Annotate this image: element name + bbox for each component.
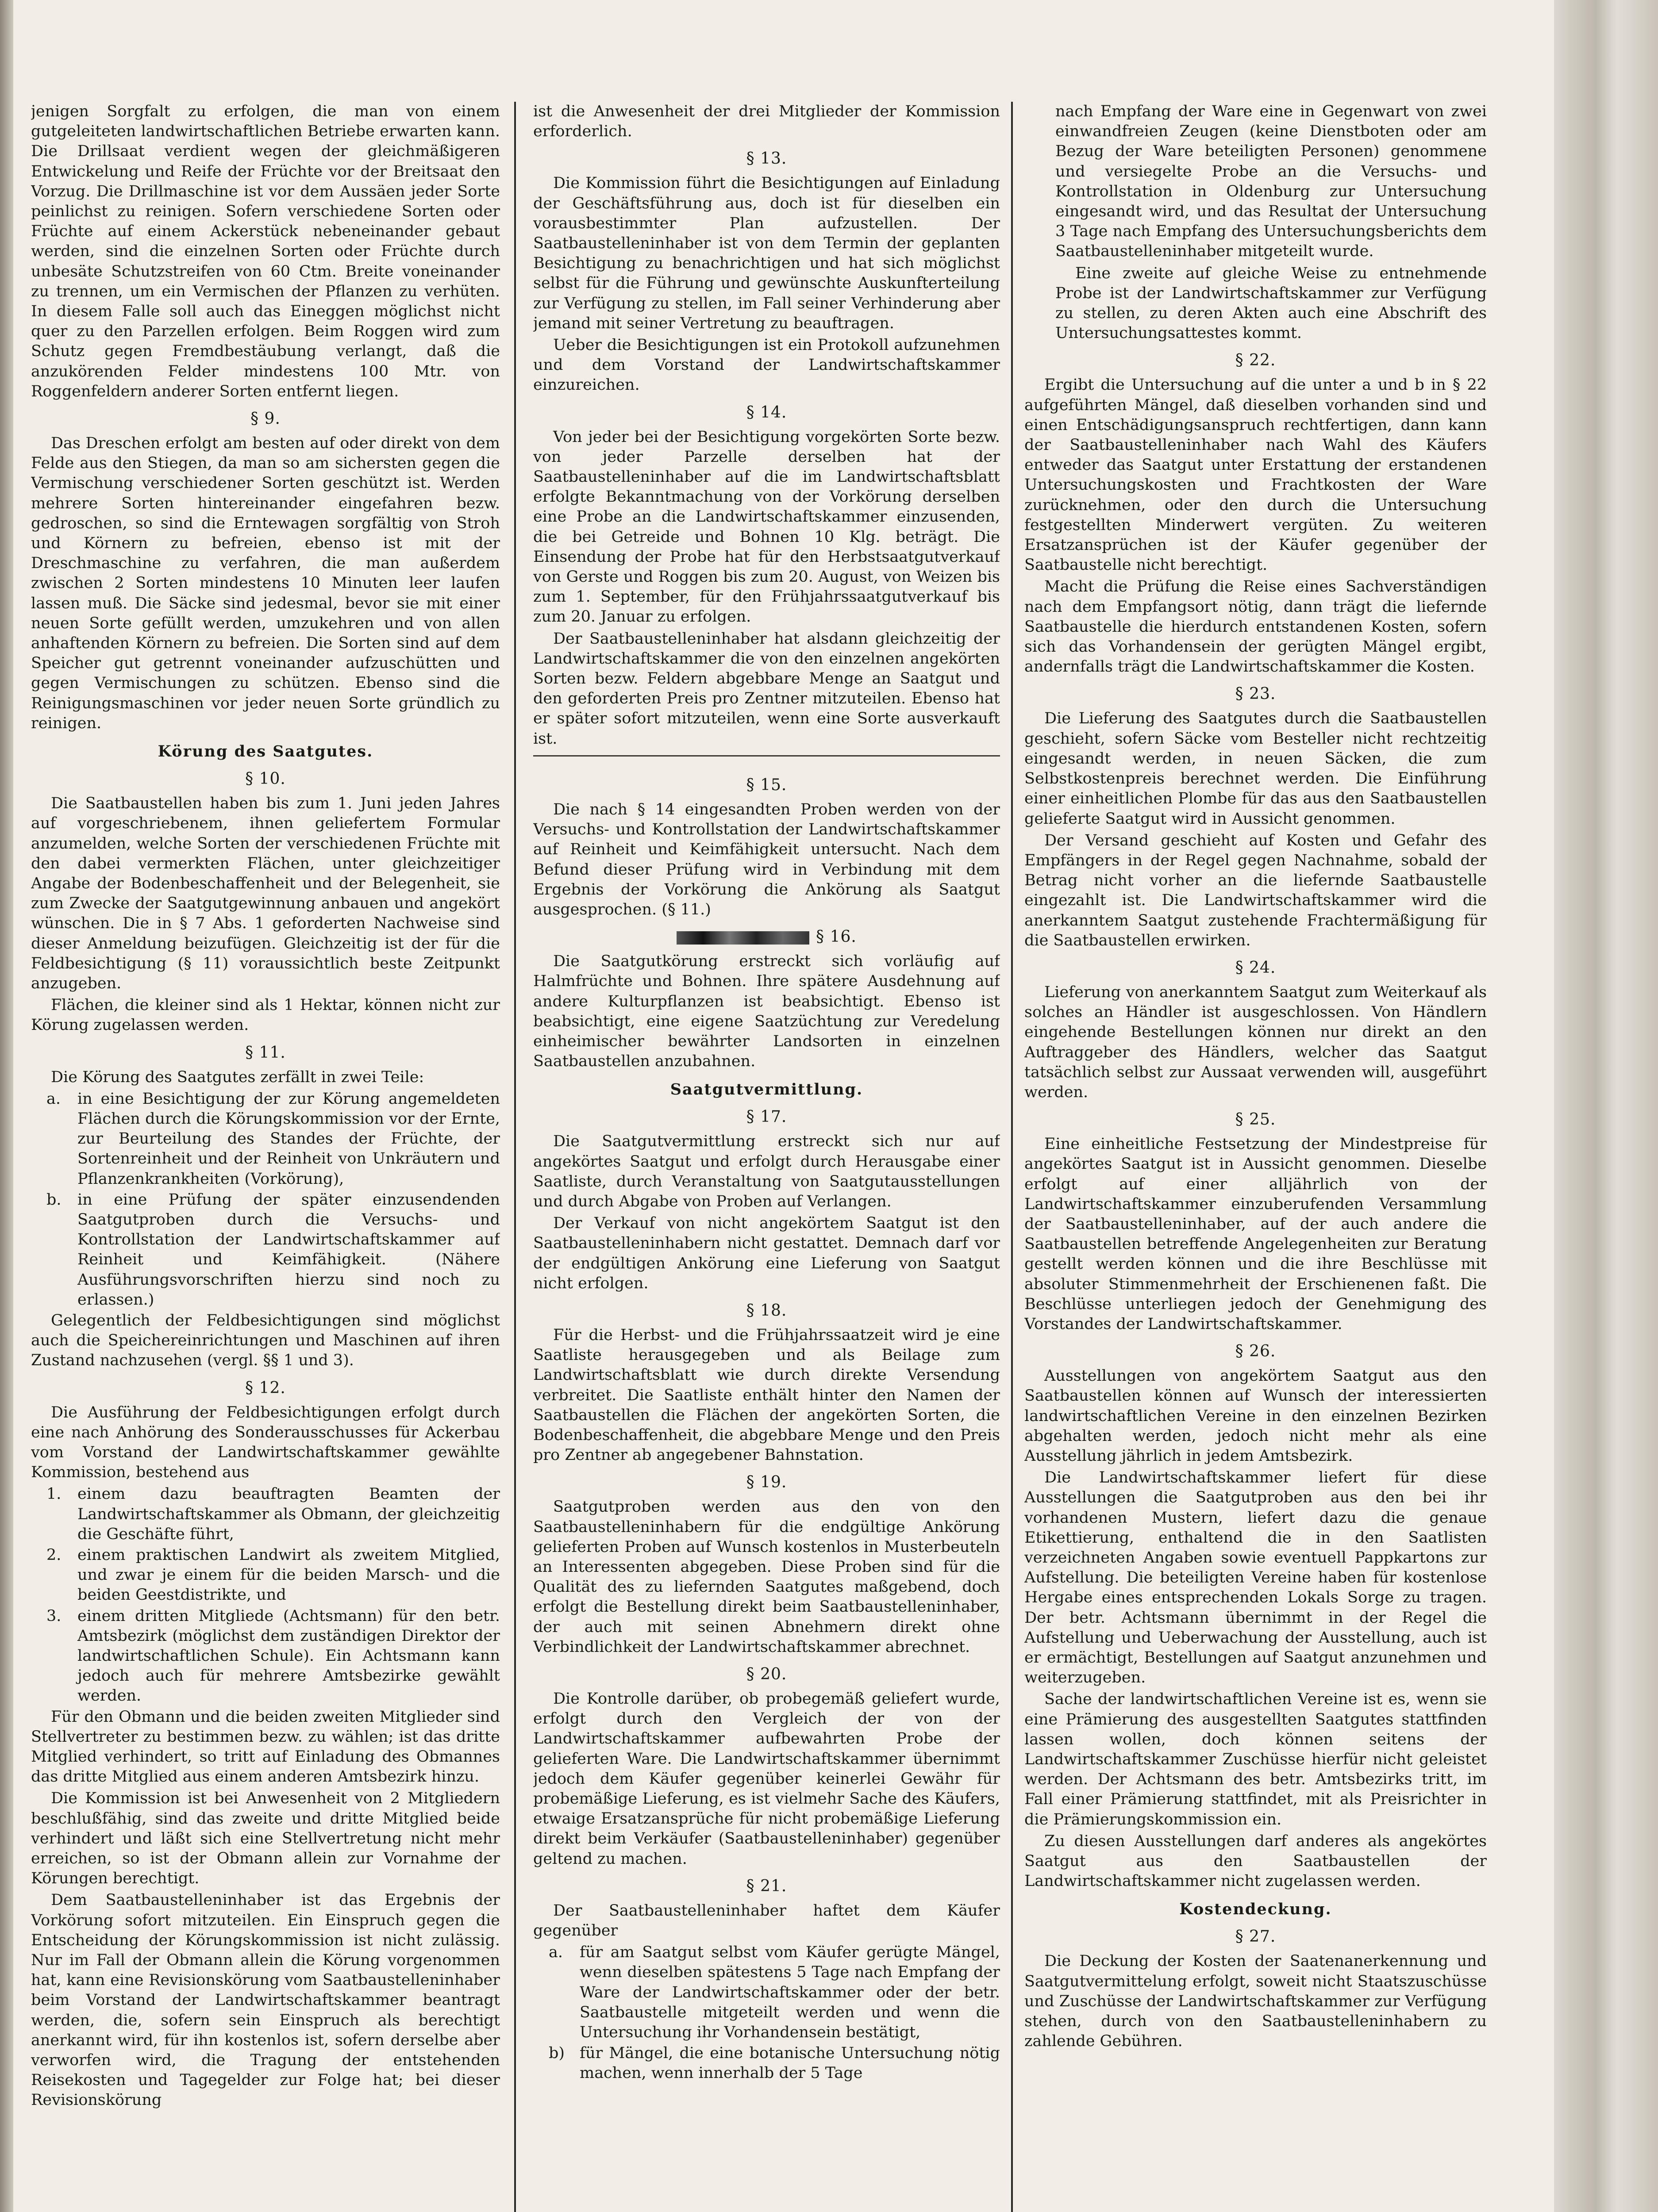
section-number: § 25. <box>1235 1110 1276 1129</box>
paragraph: Die Deckung der Kosten der Saatenanerkennung und Saatgutvermittelung erfolgt, soweit nicht Staatszuschüsse und Zuschüsse der Landwirtschaftskammer zur Verfügung stehen, durch von den Saatbaustelleninhabern zu zahlende Gebühren. <box>1024 1952 1487 2051</box>
paragraph: Die Körung des Saatgutes zerfällt in zwei Teile: <box>51 1068 424 1086</box>
list-item <box>31 1606 500 1706</box>
paragraph: Zu diesen Ausstellungen darf anderes als angekörtes Saatgut aus den Saatbaustellen der Landwirtschaftskammer nicht zugelassen werden. <box>1024 1832 1487 1890</box>
section-number: § 10. <box>245 770 286 788</box>
list-text: in eine Besichtigung der zur Körung angemeldeten Flächen durch die Körungskommission vor der Ernte, zur Beurteilung des Standes der Früchte, der Sortenreinheit und der Reinheit von Unkräutern und Pflanzenkrankheiten (Vorkörung), <box>77 1090 500 1188</box>
paragraph: Der Verkauf von nicht angekörtem Saatgut ist den Saatbaustelleninhabern nicht gestattet. Demnach darf vor der endgültigen Ankörung eine Lieferung von Saatgut nicht erfolgen. <box>533 1214 1000 1292</box>
paragraph: Sache der landwirtschaftlichen Vereine ist es, wenn sie eine Prämierung des ausgestellten Saatgutes stattfinden lassen wollen, doch können seitens der Landwirtschaftskammer Zuschüsse hierfür nicht geleistet werden. Der Achtsmann des betr. Amtsbezirks tritt, im Fall einer Prämierung stattfindet, mit als Preisrichter in die Prämierungskommission ein. <box>1024 1690 1487 1828</box>
list-item <box>533 2043 1000 2083</box>
list-label: a. <box>46 1090 61 1108</box>
list-label: b) <box>549 2044 565 2062</box>
paragraph: Der Saatbaustelleninhaber hat alsdann gleichzeitig der Landwirtschaftskammer die von den einzelnen angekörten Sorten bezw. Feldern abgebbare Menge an Saatgut und den geforderten Preis pro Zentner mitzuteilen. Ebenso hat er später sofort mitzuteilen, wenn eine Sorte ausverkauft ist. <box>533 630 1000 748</box>
section-number: § 20. <box>746 1665 787 1683</box>
list-text: für Mängel, die eine botanische Untersuchung nötig machen, wenn innerhalb der 5 Tage <box>580 2044 1000 2082</box>
print-damage-bar <box>677 931 809 945</box>
section-number-damaged <box>533 927 1000 947</box>
paragraph: Lieferung von anerkanntem Saatgut zum Weiterkauf als solches an Händler ist ausgeschlossen. Von Händlern eingehende Bestellungen können nur direkt an den Auftraggeber des Händlers, welcher das Saatgut tatsächlich selbst zur Aussaat verwenden will, ausgeführt werden. <box>1024 983 1487 1101</box>
binding-edge-right <box>1554 0 1658 2212</box>
paragraph: Eine einheitliche Festsetzung der Mindestpreise für angekörtes Saatgut ist in Aussicht genommen. Dieselbe erfolgt auf einer alljährlich von der Landwirtschaftskammer einzuberufenden Versammlung der Saatbaustelleninhaber, auf der auch andere die Saatbaustellen betreffende Angelegenheiten zur Beratung gestellt werden können und die ihre Beschlüsse mit absoluter Stimmenmehrheit der Erschienenen faßt. Die Beschlüsse unterliegen jedoch der Genehmigung des Vorstandes der Landwirtschaftskammer. <box>1024 1135 1487 1333</box>
text-column-3 <box>1024 102 1487 2212</box>
binding-shadow-left <box>0 0 13 2212</box>
paragraph: Der Versand geschieht auf Kosten und Gefahr des Empfängers in der Regel gegen Nachnahme, sobald der Betrag nicht vorher an die liefernde Saatbaustelle eingezahlt ist. Die Landwirtschaftskammer wird die anerkanntem Saatgut zustehende Frachtermäßigung für die Saatbaustellen erwirken. <box>1024 831 1487 949</box>
paragraph: Die nach § 14 eingesandten Proben werden von der Versuchs- und Kontrollstation der Landwirtschaftskammer auf Reinheit und Keimfähigkeit untersucht. Nach dem Befund dieser Prüfung wird in Verbindung mit dem Ergebnis der Vorkörung die Ankörung als Saatgut ausgesprochen. (§ 11.) <box>533 800 1000 918</box>
paragraph: Macht die Prüfung die Reise eines Sachverständigen nach dem Empfangsort nötig, dann trägt die liefernde Saatbaustelle die hierdurch entstandenen Kosten, sofern sich das Vorhandensein der gerügten Mängel ergibt, andernfalls trägt die Landwirtschaftskammer die Kosten. <box>1024 578 1487 676</box>
section-number: § 21. <box>746 1877 787 1895</box>
section-heading: Saatgutvermittlung. <box>670 1080 863 1099</box>
paragraph: Die Kommission führt die Besichtigungen auf Einladung der Geschäftsführung aus, doch ist für dieselben ein vorausbestimmter Plan aufzustellen. Der Saatbaustelleninhaber ist von dem Termin der geplanten Besichtigung zu benachrichtigen und hat sich möglichst selbst für die Führung und gewünschte Auskunfterteilung zur Verfügung zu stellen, im Fall seiner Verhinderung aber jemand mit seiner Vertretung zu beauftragen. <box>533 174 1000 332</box>
paragraph: ist die Anwesenheit der drei Mitglieder der Kommission erforderlich. <box>533 103 1000 141</box>
section-heading: Kostendeckung. <box>1179 1900 1332 1919</box>
list-label: 2. <box>46 1546 62 1564</box>
paragraph: Dem Saatbaustelleninhaber ist das Ergebnis der Vorkörung sofort mitzuteilen. Ein Einspruch gegen die Entscheidung der Körungskommission ist nicht zulässig. Nur im Fall der Obmann allein die Körung vorgenommen hat, kann eine Revisionskörung vom Saatbaustelleninhaber beim Vorstand der Landwirtschaftskammer beantragt werden, die, sofern sein Einspruch als berechtigt anerkannt wird, für ihn kostenlos ist, sofern derselbe aber verworfen wird, die Tragung der entstehenden Reisekosten und Tagegelder zur Folge hat; bei dieser Revisionskörung <box>31 1891 500 2109</box>
paragraph: jenigen Sorgfalt zu erfolgen, die man von einem gutgeleiteten landwirtschaftlichen Betriebe erwarten kann. Die Drillsaat verdient wegen der gleichmäßigeren Entwickelung und Reife der Früchte vor der Breitsaat den Vorzug. Die Drillmaschine ist vor dem Aussäen jeder Sorte peinlichst zu reinigen. Sofern verschiedene Sorten oder Früchte auf einem Ackerstück nebeneinander gebaut werden, sind die einzelnen Sorten oder Früchte durch unbesäte Schutzstreifen von 60 Ctm. Breite voneinander zu trennen, um ein Vermischen der Pflanzen zu verhüten. In diesem Falle soll auch das Eineggen möglichst nicht quer zu den Parzellen erfolgen. Beim Roggen wird zum Schutz gegen Fremdbestäubung verlangt, daß die anzukörenden Felder mindestens 100 Mtr. von Roggenfeldern anderer Sorten entfernt liegen. <box>31 103 500 400</box>
paragraph: Ausstellungen von angekörtem Saatgut aus den Saatbaustellen können auf Wunsch der interessierten landwirtschaftlichen Vereine in den einzelnen Bezirken abgehalten werden, jedoch nicht mehr als eine Ausstellung jährlich in jedem Amtsbezirk. <box>1024 1367 1487 1465</box>
list-text: einem dritten Mitgliede (Achtsmann) für den betr. Amtsbezirk (möglichst dem zuständigen Direktor der landwirtschaftlichen Schule). Ein Achtsmann kann jedoch auch für mehrere Amtsbezirke gewählt werden. <box>77 1607 500 1705</box>
list-label: a. <box>549 1943 563 1962</box>
section-number: § 27. <box>1235 1928 1276 1946</box>
paragraph: Gelegentlich der Feldbesichtigungen sind möglichst auch die Speichereinrichtungen und Maschinen auf ihren Zustand nachzusehen (vergl. §§ 1 und 3). <box>31 1311 500 1370</box>
list-item <box>31 1190 500 1310</box>
paragraph: nach Empfang der Ware eine in Gegenwart von zwei einwandfreien Zeugen (keine Dienstboten oder am Bezug der Ware beteiligten Personen) genommene und versiegelte Probe an die Versuchs- und Kontrollstation in Oldenburg zur Untersuchung eingesandt wird, und das Resultat der Untersuchung 3 Tage nach Empfang des Untersuchungsberichts dem Saatbaustelleninhaber mitgeteilt wurde. <box>1055 103 1487 261</box>
list-text: einem dazu beauftragten Beamten der Landwirtschaftskammer als Obmann, der gleichzeitig die Geschäfte führt, <box>77 1485 500 1543</box>
list-item <box>31 1484 500 1544</box>
paragraph: Der Saatbaustelleninhaber haftet dem Käufer gegenüber <box>533 1901 1000 1940</box>
paragraph: Das Dreschen erfolgt am besten auf oder direkt von dem Felde aus den Stiegen, da man so am sichersten gegen die Vermischung verschiedener Sorten geschützt ist. Werden mehrere Sorten hintereinander eingefahren bezw. gedroschen, so sind die Erntewagen sorgfältig von Stroh und Körnern zu befreien, ebenso ist mit der Dreschmaschine zu verfahren, die man außerdem zwischen 2 Sorten mindestens 10 Minuten leer laufen lassen muß. Die Säcke sind jedesmal, bevor sie mit einer neuen Sorte gefüllt werden, umzukehren und von allen anhaftenden Körnern zu befreien. Die Sorten sind auf dem Speicher gut getrennt voneinander aufzuschütten und gegen Vermischungen zu schützen. Ebenso sind die Reinigungsmaschinen vor jeder neuen Sorte gründlich zu reinigen. <box>31 434 500 732</box>
list-label: 1. <box>46 1485 62 1503</box>
paragraph: Die Landwirtschaftskammer liefert für diese Ausstellungen die Saatgutproben aus den bei ihr vorhandenen Mustern, liefert dazu die genaue Etikettierung, enthaltend die in den Saatlisten verzeichneten Angaben sowie eventuell Pappkartons zur Aufstellung. Die beteiligten Vereine haben für kostenlose Hergabe eines entsprechenden Lokals Sorge zu tragen. Der betr. Achtsmann übernimmt in der Regel die Aufstellung und Ueberwachung der Ausstellung, auch ist er ermächtigt, Bestellungen auf Saatgut anzunehmen und weiterzugeben. <box>1024 1469 1487 1687</box>
list-item <box>31 1545 500 1605</box>
paragraph: Die Saatbaustellen haben bis zum 1. Juni jeden Jahres auf vorgeschriebenem, ihnen geliefertem Formular anzumelden, welche Sorten der verschiedenen Früchte mit den dabei vermerkten Flächen, unter gleichzeitiger Angabe der Bodenbeschaffenheit und der Belegenheit, sie zum Zwecke der Saatgutgewinnung anbauen und angekört wünschen. Die in § 7 Abs. 1 geforderten Nachweise sind dieser Anmeldung beizufügen. Gleichzeitig ist der für die Feldbesichtigung (§ 11) voraussichtlich beste Zeitpunkt anzugeben. <box>31 795 500 992</box>
section-number-text: § 16. <box>816 928 857 946</box>
column-rule-2 <box>1011 102 1013 2212</box>
text-column-1 <box>31 102 500 2212</box>
section-number: § 22. <box>1235 351 1276 370</box>
paragraph: Die Kontrolle darüber, ob probegemäß geliefert wurde, erfolgt durch den Vergleich der von der Landwirtschaftskammer aufbewahrten Probe der gelieferten Ware. Die Landwirtschaftskammer übernimmt jedoch dem Käufer gegenüber keinerlei Gewähr für probemäßige Lieferung, es ist vielmehr Sache des Käufers, etwaige Ersatzansprüche für nicht probemäßige Lieferung direkt beim Verkäufer (Saatbaustelleninhaber) gegenüber geltend zu machen. <box>533 1690 1000 1868</box>
section-number: § 19. <box>746 1473 787 1492</box>
section-number: § 15. <box>746 776 787 794</box>
paragraph: Ueber die Besichtigungen ist ein Protokoll aufzunehmen und dem Vorstand der Landwirtschaftskammer einzureichen. <box>533 336 1000 394</box>
list-text: für am Saatgut selbst vom Käufer gerügte Mängel, wenn dieselben spätestens 5 Tage nach Empfang der Ware der Landwirtschaftskammer oder der betr. Saatbaustelle mitgeteilt werden und wenn die Untersuchung ihr Vorhandensein bestätigt, <box>580 1943 1000 2042</box>
list-label: 3. <box>46 1607 62 1625</box>
section-number: § 24. <box>1235 958 1276 977</box>
paragraph: Die Saatgutvermittlung erstreckt sich nur auf angekörtes Saatgut und erfolgt durch Herausgabe einer Saatliste, durch Veranstaltung von Saatgutausstellungen und durch Abgabe von Proben auf Verlangen. <box>533 1133 1000 1210</box>
section-number: § 12. <box>245 1379 286 1397</box>
list-item <box>31 1089 500 1189</box>
paragraph: Die Kommission ist bei Anwesenheit von 2 Mitgliedern beschlußfähig, sind das zweite und dritte Mitglied beide verhindert und läßt sich eine Stellvertretung nicht mehr erreichen, so ist der Obmann allein zur Vornahme der Körungen berechtigt. <box>31 1790 500 1888</box>
paragraph: Saatgutproben werden aus den von den Saatbaustelleninhabern für die endgültige Ankörung gelieferten Proben auf Wunsch kostenlos in Musterbeuteln an Interessenten abgegeben. Diese Proben sind für die Qualität des zu liefernden Saatgutes maßgebend, doch erfolgt die Bestellung direkt beim Saatbaustelleninhaber, der auch mit seinen Abnehmern direkt ohne Verbindlichkeit der Landwirtschaftskammer abrechnet. <box>533 1498 1000 1656</box>
paragraph: Die Saatgutkörung erstreckt sich vorläufig auf Halmfrüchte und Bohnen. Ihre spätere Ausdehnung auf andere Kulturpflanzen ist beabsichtigt. Ebenso ist beabsichtigt, eine eigene Saatzüchtung zur Veredelung einheimischer bewährter Landsorten in einzelnen Saatbaustellen anzubahnen. <box>533 952 1000 1071</box>
text-column-2 <box>533 102 1000 2212</box>
list-label: b. <box>46 1190 62 1209</box>
section-number: § 17. <box>746 1108 787 1126</box>
section-divider <box>533 755 1000 768</box>
paragraph: Ergibt die Untersuchung auf die unter a und b in § 22 aufgeführten Mängel, daß dieselben vorhanden sind und einen Entschädigungsanspruch rechtfertigen, dann kann der Saatbaustelleninhaber nach Wahl des Käufers entweder das Saatgut unter Erstattung der erstandenen Untersuchungskosten und Frachtkosten der Ware zurücknehmen, oder den durch die Untersuchung festgestellten Minderwert vergüten. Zu weiteren Ersatzansprüchen ist der Käufer gegenüber der Saatbaustelle nicht berechtigt. <box>1024 376 1487 574</box>
section-number: § 11. <box>245 1043 286 1062</box>
list-text: einem praktischen Landwirt als zweitem Mitglied, und zwar je einem für die beiden Marsch- und die beiden Geestdistrikte, und <box>77 1546 500 1604</box>
section-number: § 18. <box>746 1301 787 1320</box>
section-number: § 13. <box>746 150 787 168</box>
paragraph: Von jeder bei der Besichtigung vorgekörten Sorte bezw. von jeder Parzelle derselben hat der Saatbaustelleninhaber auf die im Landwirtschaftsblatt erfolgte Bekanntmachung von der Vorkörung derselben eine Probe an die Landwirtschaftskammer einzusenden, die bei Getreide und Bohnen 10 Klg. beträgt. Die Einsendung der Probe hat für den Herbstsaatgutverkauf von Gerste und Roggen bis zum 20. August, von Weizen bis zum 1. September, für den Frühjahrssaatgutverkauf bis zum 20. Januar zu erfolgen. <box>533 428 1000 626</box>
list-text: in eine Prüfung der später einzusendenden Saatgutproben durch die Versuchs- und Kontrollstation der Landwirtschaftskammer auf Reinheit und Keimfähigkeit. (Nähere Ausführungsvorschriften hierzu sind noch zu erlassen.) <box>77 1190 500 1309</box>
paragraph: Die Lieferung des Saatgutes durch die Saatbaustellen geschieht, sofern Säcke vom Besteller nicht rechtzeitig eingesandt werden, in neuen Säcken, die zum Selbstkostenpreis berechnet werden. Die Einführung einer einheitlichen Plombe für das aus den Saatbaustellen gelieferte Saatgut wird in Aussicht genommen. <box>1024 710 1487 828</box>
paragraph: Für den Obmann und die beiden zweiten Mitglieder sind Stellvertreter zu bestimmen bezw. zu wählen; ist das dritte Mitglied verhindert, so tritt auf Einladung des Obmannes das dritte Mitglied aus einem anderen Amtsbezirk hinzu. <box>31 1708 500 1786</box>
column-rule-1 <box>514 102 516 2212</box>
paragraph: Die Ausführung der Feldbesichtigungen erfolgt durch eine nach Anhörung des Sonderausschusses für Ackerbau vom Vorstand der Landwirtschaftskammer gewählte Kommission, bestehend aus <box>31 1403 500 1482</box>
section-heading: Körung des Saatgutes. <box>158 742 373 761</box>
section-number: § 9. <box>250 410 281 428</box>
paragraph: Eine zweite auf gleiche Weise zu entnehmende Probe ist der Landwirtschaftskammer zur Verfügung zu stellen, zu deren Akten auch eine Abschrift des Untersuchungsattestes kommt. <box>1055 264 1487 342</box>
section-number: § 23. <box>1235 685 1276 703</box>
section-number: § 14. <box>746 403 787 422</box>
paragraph: Flächen, die kleiner sind als 1 Hektar, können nicht zur Körung zugelassen werden. <box>31 996 500 1034</box>
list-item <box>533 1943 1000 2043</box>
section-number: § 26. <box>1235 1342 1276 1361</box>
paragraph: Für die Herbst- und die Frühjahrssaatzeit wird je eine Saatliste herausgegeben und als Beilage zum Landwirtschaftsblatt wie durch direkte Versendung verbreitet. Die Saatliste enthält hinter den Namen der Saatbaustellen die Flächen der angekörten Sorten, die Bodenbeschaffenheit, die abgebbare Menge und den Preis pro Zentner ab angegebener Bahnstation. <box>533 1326 1000 1464</box>
